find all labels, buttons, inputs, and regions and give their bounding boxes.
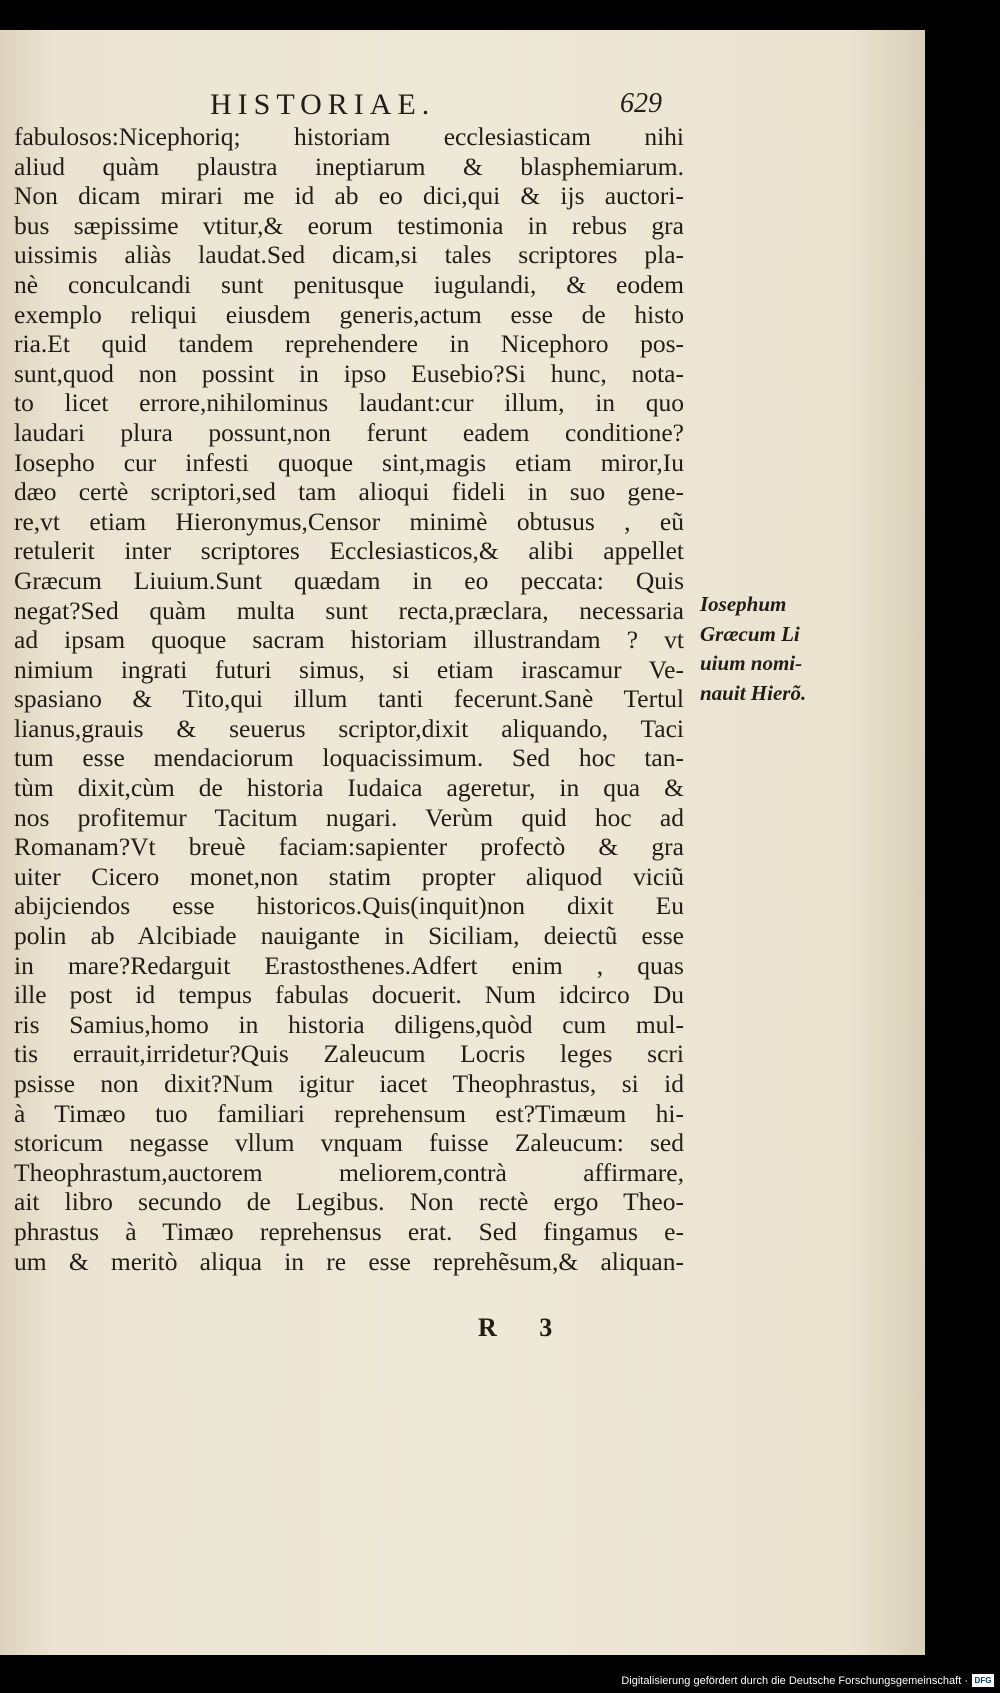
text-line: um & meritò aliqua in re esse reprehẽsum,& aliquan- — [14, 1246, 684, 1276]
page-number: 629 — [620, 88, 662, 119]
book-page — [0, 30, 925, 1655]
text-line: nimium ingrati futuri simus, si etiam irascamur Ve- — [14, 654, 684, 684]
text-line: ria.Et quid tandem reprehendere in Nicephoro pos- — [14, 329, 684, 359]
text-line: Non dicam mirari me id ab eo dici,qui & ijs auctori- — [14, 181, 684, 211]
credit-text: Digitalisierung gefördert durch die Deutsche Forschungsgemeinschaft · — [621, 1674, 968, 1687]
text-line: fabulosos:Nicephoriq; historiam ecclesiasticam nihi — [14, 122, 684, 151]
marginal-note-line: nauit Hierõ. — [700, 680, 807, 705]
text-line: sunt,quod non possint in ipso Eusebio?Si hunc, nota- — [14, 358, 684, 388]
running-head: HISTORIAE. — [210, 88, 436, 121]
text-line: à Timæo tuo familiari reprehensum est?Timæum hi- — [14, 1098, 684, 1128]
marginal-note-line: uium nomi- — [700, 651, 803, 676]
text-line: dæo certè scriptori,sed tam alioqui fideli in suo gene- — [14, 477, 684, 507]
dfg-logo-icon: DFG — [972, 1674, 994, 1687]
text-line: storicum negasse vllum vnquam fuisse Zaleucum: sed — [14, 1128, 684, 1158]
text-line: uissimis aliàs laudat.Sed dicam,si tales scriptores pla- — [14, 240, 684, 270]
text-line: tis errauit,irridetur?Quis Zaleucum Locris leges scri — [14, 1039, 684, 1069]
text-line: uiter Cicero monet,non statim propter aliquod viciũ — [14, 861, 684, 891]
digitization-credit — [621, 1674, 994, 1687]
text-line: negat?Sed quàm multa sunt recta,præclara, necessaria — [14, 595, 684, 625]
text-line: psisse non dixit?Num igitur iacet Theophrastus, si id — [14, 1069, 684, 1098]
text-line: ris Samius,homo in historia diligens,quòd cum mul- — [14, 1009, 684, 1039]
text-line: re,vt etiam Hieronymus,Censor minimè obtusus , eũ — [14, 506, 684, 536]
text-line: phrastus à Timæo reprehensus erat. Sed fingamus e- — [14, 1216, 684, 1246]
text-line: laudari plura possunt,non ferunt eadem conditione? — [14, 417, 684, 447]
text-line: tum esse mendaciorum loquacissimum. Sed hoc tan- — [14, 743, 684, 773]
text-line: ad ipsam quoque sacram historiam illustrandam ? vt — [14, 625, 684, 655]
text-line: Theophrastum,auctorem meliorem,contrà affirmare, — [14, 1157, 684, 1187]
text-line: polin ab Alcibiade nauigante in Siciliam, deiectũ esse — [14, 921, 684, 951]
text-line: Iosepho cur infesti quoque sint,magis etiam miror,Iu — [14, 447, 684, 477]
marginal-note-line: Iosephum — [700, 592, 787, 616]
text-line: nos profitemur Tacitum nugari. Verùm quid hoc ad — [14, 802, 684, 832]
text-line: tùm dixit,cùm de historia Iudaica ageretur, in qua & — [14, 773, 684, 803]
body-text — [14, 122, 684, 1276]
marginal-note — [700, 590, 915, 708]
text-line: retulerit inter scriptores Ecclesiasticos,& alibi appellet — [14, 536, 684, 566]
text-line: to licet errore,nihilominus laudant:cur illum, in quo — [14, 388, 684, 418]
text-line: lianus,grauis & seuerus scriptor,dixit aliquando, Taci — [14, 713, 684, 743]
text-line: ille post id tempus fabulas docuerit. Num idcirco Du — [14, 980, 684, 1010]
text-line: Romanam?Vt breuè faciam:sapienter profectò & gra — [14, 832, 684, 862]
text-line: ait libro secundo de Legibus. Non rectè ergo Theo- — [14, 1187, 684, 1217]
text-line: nè conculcandi sunt penitusque iugulandi, & eodem — [14, 269, 684, 299]
marginal-note-line: Græcum Li — [700, 621, 800, 646]
text-line: spasiano & Tito,qui illum tanti fecerunt.Sanè Tertul — [14, 684, 684, 714]
text-line: Græcum Liuium.Sunt quædam in eo peccata: Quis — [14, 565, 684, 595]
text-line: in mare?Redarguit Erastosthenes.Adfert enim , quas — [14, 950, 684, 980]
text-line: exemplo reliqui eiusdem generis,actum esse de histo — [14, 299, 684, 329]
signature-mark: R 3 — [478, 1313, 571, 1342]
text-line: aliud quàm plaustra ineptiarum & blasphemiarum. — [14, 151, 684, 181]
text-line: bus sæpissime vtitur,& eorum testimonia in rebus gra — [14, 210, 684, 240]
text-line: abijciendos esse historicos.Quis(inquit)non dixit Eu — [14, 891, 684, 921]
